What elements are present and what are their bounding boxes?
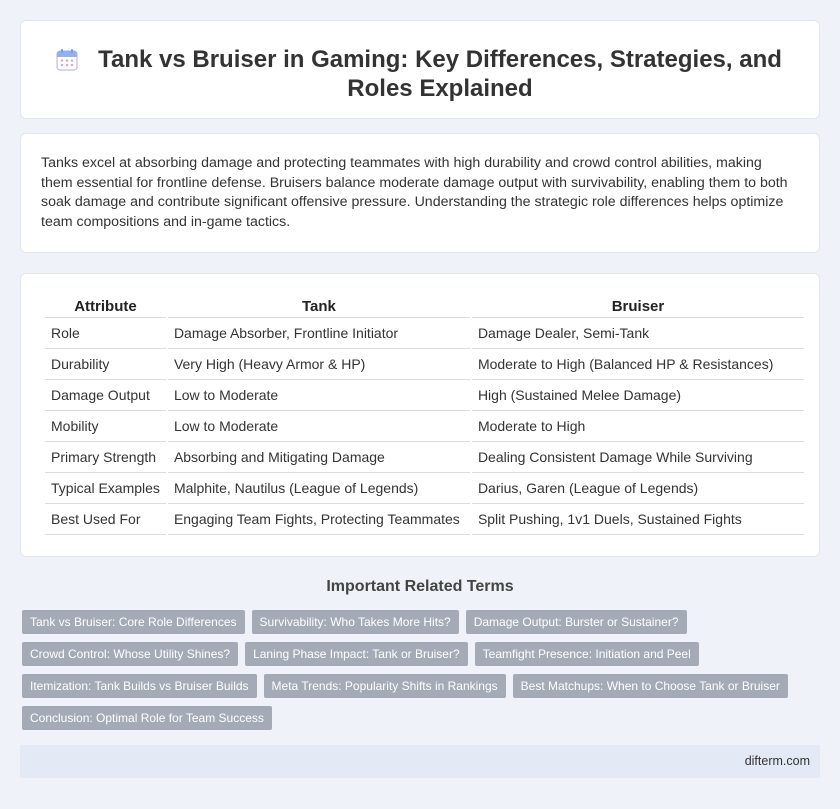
table-cell: Mobility: [45, 411, 166, 442]
related-term-tag[interactable]: Meta Trends: Popularity Shifts in Rankings: [264, 674, 506, 698]
tag-row: [22, 706, 802, 730]
table-row: [45, 504, 804, 535]
related-term-tag[interactable]: Survivability: Who Takes More Hits?: [252, 610, 459, 634]
table-cell: Role: [45, 318, 166, 349]
tag-row: [22, 642, 802, 666]
table-row: [45, 318, 804, 349]
table-cell: Moderate to High: [472, 411, 804, 442]
table-cell: Very High (Heavy Armor & HP): [168, 349, 470, 380]
comparison-table: [43, 297, 806, 535]
intro-paragraph: Tanks excel at absorbing damage and protecting teammates with high durability and crowd control abilities, making them essential for frontline defense. Bruisers balance moderate damage output with survivability, enabling them to both soak damage and contribute significant offensive pressure. Understanding the strategic role differences helps optimize team compositions and in-game tactics.: [41, 155, 788, 230]
table-cell: Malphite, Nautilus (League of Legends): [168, 473, 470, 504]
table-cell: Typical Examples: [45, 473, 166, 504]
related-term-tag[interactable]: Best Matchups: When to Choose Tank or Bruiser: [513, 674, 788, 698]
related-term-tag[interactable]: Conclusion: Optimal Role for Team Success: [22, 706, 272, 730]
table-cell: Low to Moderate: [168, 380, 470, 411]
table-cell: Moderate to High (Balanced HP & Resistances): [472, 349, 804, 380]
footer-site-link[interactable]: difterm.com: [744, 754, 810, 768]
title-card: [20, 20, 820, 119]
table-row: [45, 349, 804, 380]
table-row: [45, 411, 804, 442]
table-cell: Low to Moderate: [168, 411, 470, 442]
table-row: [45, 380, 804, 411]
table-cell: Engaging Team Fights, Protecting Teammates: [168, 504, 470, 535]
table-cell: Split Pushing, 1v1 Duels, Sustained Fights: [472, 504, 804, 535]
table-row: [45, 473, 804, 504]
related-term-tag[interactable]: Teamfight Presence: Initiation and Peel: [475, 642, 699, 666]
related-term-tag[interactable]: Damage Output: Burster or Sustainer?: [466, 610, 687, 634]
related-term-tag[interactable]: Tank vs Bruiser: Core Role Differences: [22, 610, 245, 634]
comparison-card: [20, 273, 820, 557]
table-cell: Damage Dealer, Semi-Tank: [472, 318, 804, 349]
table-cell: Absorbing and Mitigating Damage: [168, 442, 470, 473]
table-header-row: [45, 297, 804, 318]
related-term-tag[interactable]: Itemization: Tank Builds vs Bruiser Builds: [22, 674, 257, 698]
header-tank: Tank: [168, 297, 470, 318]
related-terms-heading: Important Related Terms: [326, 578, 514, 595]
table-cell: Damage Absorber, Frontline Initiator: [168, 318, 470, 349]
table-cell: Primary Strength: [45, 442, 166, 473]
table-cell: Dealing Consistent Damage While Surviving: [472, 442, 804, 473]
table-cell: Durability: [45, 349, 166, 380]
related-term-tag[interactable]: Laning Phase Impact: Tank or Bruiser?: [245, 642, 468, 666]
header-attribute: Attribute: [45, 297, 166, 318]
footer: [20, 745, 820, 778]
tag-row: [22, 674, 802, 698]
table-row: [45, 442, 804, 473]
intro-card: [20, 133, 820, 253]
header-bruiser: Bruiser: [472, 297, 804, 318]
tag-row: [22, 610, 802, 634]
page-title: Tank vs Bruiser in Gaming: Key Differences, Strategies, and Roles Explained: [98, 46, 782, 102]
related-terms-list: [22, 610, 802, 738]
table-cell: Darius, Garen (League of Legends): [472, 473, 804, 504]
table-cell: Damage Output: [45, 380, 166, 411]
related-term-tag[interactable]: Crowd Control: Whose Utility Shines?: [22, 642, 238, 666]
calendar-icon: [55, 48, 79, 72]
table-cell: High (Sustained Melee Damage): [472, 380, 804, 411]
table-cell: Best Used For: [45, 504, 166, 535]
